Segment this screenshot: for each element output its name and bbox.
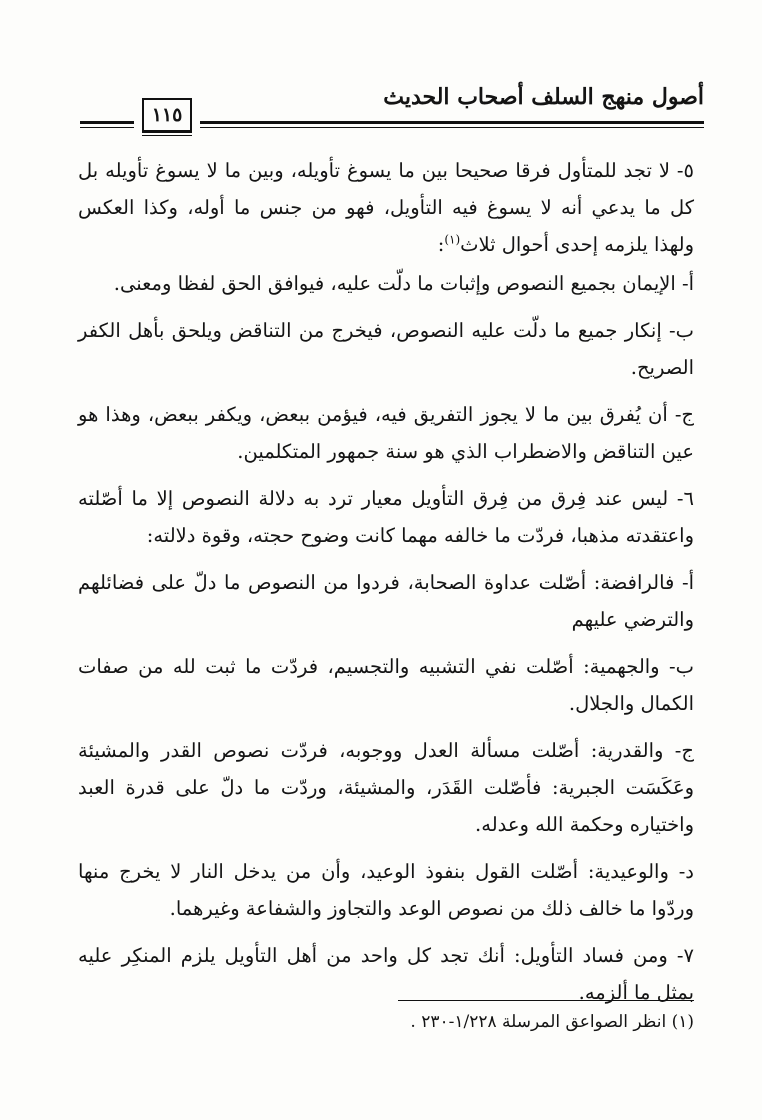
paragraph-5-a: أ- الإيمان بجميع النصوص وإثبات ما دلّت عليه، فيوافق الحق لفظا ومعنى. (113, 272, 694, 295)
paragraph-6-d: د- والوعيدية: أصّلت القول بنفوذ الوعيد، وأن من يدخل النار لا يخرج منها وردّوا ما خالف ذلك من نصوص الوعد والتجاوز والشفاعة وغيرهما. (78, 860, 694, 920)
paragraph-6-b: ب- والجهمية: أصّلت نفي التشبيه والتجسيم، فردّت ما ثبت لله من صفات الكمال والجلال. (78, 655, 694, 715)
paragraph-5-b: ب- إنكار جميع ما دلّت عليه النصوص، فيخرج من التناقض ويلحق بأهل الكفر الصريح. (78, 319, 694, 379)
header-rule (200, 121, 704, 128)
paragraph-6: ٦- ليس عند فِرق من فِرق التأويل معيار ترد به دلالة النصوص إلا ما أصّلته واعتقدته مذهبا، فردّت ما خالفه مهما كانت وضوح حجته، وقوة دلالته: (78, 487, 694, 547)
main-text (78, 152, 694, 1021)
paragraph-5: ٥- لا تجد للمتأول فرقا صحيحا بين ما يسوغ تأويله، وبين ما لا يسوغ تأويله بل كل ما يدعي أنه لا يسوغ فيه التأويل، فهو من جنس ما أوله، وكذا العكس ولهذا يلزمه إحدى أحوال ثلاث$^{(١)}$: (78, 159, 694, 256)
footnote-1: (١) انظر الصواعق المرسلة ١/٢٢٨-٢٣٠ . (410, 1012, 694, 1032)
footnote-ref-1[interactable]: (١) (444, 232, 461, 247)
paragraph-6-a: أ- فالرافضة: أصّلت عداوة الصحابة، فردوا من النصوص ما دلّ على فضائلهم والترضي عليهم (78, 571, 694, 631)
footnote-separator (398, 1000, 694, 1001)
page-number (142, 98, 192, 130)
paragraph-7: ٧- ومن فساد التأويل: أنك تجد كل واحد من أهل التأويل يلزم المنكِر عليه بمثل ما ألزمه. (78, 944, 694, 1004)
running-header-title: أصول منهج السلف أصحاب الحديث (383, 84, 704, 110)
page-number-value: ١١٥ (151, 104, 183, 126)
page-number-rule (80, 121, 134, 128)
paragraph-5-c: ج- أن يُفرق بين ما لا يجوز التفريق فيه، فيؤمن ببعض، ويكفر ببعض، وهذا هو عين التناقض والاضطراب الذي هو سنة جمهور المتكلمين. (78, 403, 694, 463)
paragraph-6-c: ج- والقدرية: أصّلت مسألة العدل ووجوبه، فردّت نصوص القدر والمشيئة وعَكَسَت الجبرية: فأصّلت القَدَر، والمشيئة، وردّت ما دلّ على قدرة العبد واختياره وحكمة الله وعدله. (78, 739, 694, 836)
